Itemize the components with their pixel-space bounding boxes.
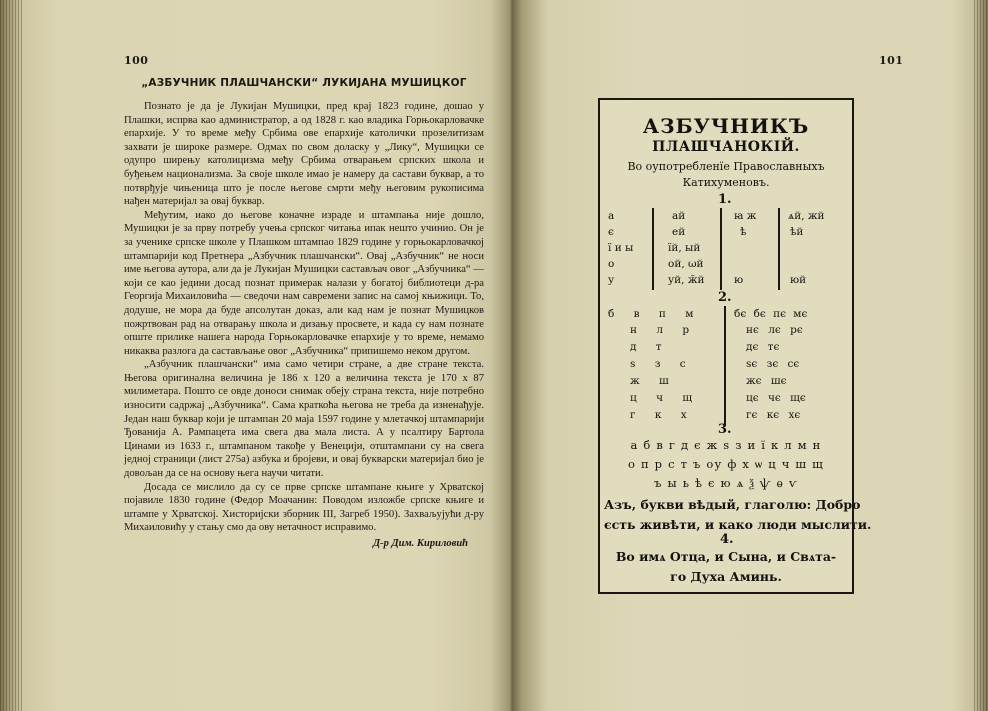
consonant-row: ц ч щ bbox=[630, 392, 701, 404]
syllable-cell: ей bbox=[672, 226, 686, 238]
reading-sentence: єсть живѣти, и како люди мыслити. bbox=[604, 517, 872, 532]
syllable-row: ѕє зє сє bbox=[746, 358, 800, 370]
consonant-row: ѕ з с bbox=[630, 358, 694, 370]
page-edges bbox=[0, 0, 22, 711]
facsimile-catechumens-line: Катихуменовъ. bbox=[682, 176, 770, 189]
syllable-cell: ой, ωй bbox=[668, 258, 704, 270]
syllable-row: дє тє bbox=[746, 341, 780, 353]
syllable-row: жє шє bbox=[746, 375, 787, 387]
syllable-cell: у bbox=[608, 274, 615, 286]
page-number-left: 100 bbox=[124, 54, 149, 67]
syllable-cell: ю bbox=[734, 274, 744, 286]
syllable-row: нє лє рє bbox=[746, 324, 803, 336]
syllable-cell: юй bbox=[790, 274, 807, 286]
syllable-cell: ї и ы bbox=[608, 242, 634, 254]
consonant-row: д т bbox=[630, 341, 670, 353]
article-body bbox=[124, 100, 484, 535]
syllable-cell: ꙗ ж bbox=[734, 210, 757, 222]
column-divider bbox=[652, 208, 654, 290]
paragraph: „Азбучник плашчански“ има само четири стране, а две стране текста. Његова оригинална величина је 186 х 120 а величина текста је 170 х 87 милиметара. Пошто се овде доноси снимак обеју страна текста, није потребно износити садржај „Азбучника“. Сама краткоћа његова не треба да изненађује. Један наш буквар који је штампан 20 маја 1597 године у млетачкој штампарији Ђованија А. Рампацета има свега два мала листа. А у псалтиру Бартола Цинами из 1633 г., штампаном такође у Венецији, отштампани су на свега једној страници (лист 275а) азбука и бројеви, и овај букварски материјал био је довољан да се на основу њега научи читати. bbox=[124, 359, 484, 480]
section-4-label: 4. bbox=[720, 532, 734, 547]
consonant-row: ж ш bbox=[630, 375, 677, 387]
column-divider bbox=[724, 306, 726, 426]
paragraph: Међутим, иако до његове коначне израде и штампања није дошло, Мушицки је за прву потребу учења српског читања ипак нешто учинио. Он је за ученике српске школе у Плашком штампао 1829 године у горњокарловачкој штампарији код Претнера „Азбучник плашчански“. Овај „Азбучник“ не носи име његова аутора, али да је Лукијан Мушицки састављач овог „Азбучника“ — који се као једини досад познат примерак налази у богатој библиотеци д-ра Георгија Михаиловића — сведочи нам савремени запис на самој књижици. То, додуше, не мора да буде апсолутан доказ, али кад нам је познат Мушицков пожртвован рад на отварању школа и дизању просвете, и када су нам познате опште прилике нашега народа Горњокарловачке епархије у то време, немамо никаква разлога да састављање овог „Азбучника“ припишемо неком другом. bbox=[124, 209, 484, 357]
syllable-row: бє бє пє мє bbox=[734, 308, 808, 320]
syllable-cell: ай bbox=[672, 210, 686, 222]
section-2-label: 2. bbox=[718, 290, 732, 305]
facsimile-use-line: Во оупотребленїе Православныхъ bbox=[627, 160, 825, 173]
facsimile-subtitle: ПЛАШЧАНОКІЙ. bbox=[652, 139, 800, 155]
syllable-row: гє кє хє bbox=[746, 409, 801, 421]
alphabet-row: а б в г д є ж ѕ з и ї к л м н bbox=[630, 438, 822, 452]
syllable-cell: уй, ӂй bbox=[668, 274, 705, 286]
syllable-cell: ѣй bbox=[790, 226, 804, 238]
article-title: „АЗБУЧНИК ПЛАШЧАНСКИ“ ЛУКИЈАНА МУШИЦКОГ bbox=[141, 77, 467, 89]
page-edges bbox=[974, 0, 988, 711]
invocation-line: Во имѧ Отца, и Сына, и Свѧта- bbox=[615, 549, 837, 564]
consonant-row: н л р bbox=[630, 324, 698, 336]
syllable-cell: а bbox=[608, 210, 615, 222]
syllable-cell: ѧй, жй bbox=[788, 210, 825, 222]
alphabet-row: о п р с т ъ оу ф х ѡ ц ч ш щ bbox=[627, 457, 825, 471]
section-3-label: 3. bbox=[718, 422, 732, 437]
section-1-label: 1. bbox=[718, 192, 732, 207]
paragraph: Познато је да је Лукијан Мушицки, пред крај 1823 године, дошао у Плашки, испрва као администратор, а од 1828 г. као владика Горњокарловачке епархије. У то време међу Србима ове епархије католички прозелитизам захвати је широке размере. Одмах по свом доласку у „Лику“, Мушицки се одупро ширењу католицизма међу Србима отварањем српских школа и буђењем национализма. За своје школе имао је намеру да састави буквар, а то потврђује чињеница што је после његове смрти међу његовим рукописима нађен материјал за овај буквар. bbox=[124, 101, 484, 208]
syllable-cell: о bbox=[608, 258, 615, 270]
column-divider bbox=[778, 208, 780, 290]
paragraph: Досада се мислило да су се прве српске штампане књиге у Хрватској појавиле 1830 године (Федор Моачанин: Поводом изложбе српске књиге и штампе у Хрватској. Хисторијски зборник III, Загреб 1950). Захваљујући д-ру Михаиловићу у стању смо да ову нетачност исправимо. bbox=[124, 481, 484, 534]
column-divider bbox=[720, 208, 722, 290]
author-signature: Д-р Дим. Кириловић bbox=[372, 538, 468, 549]
consonant-row: г к х bbox=[630, 409, 695, 421]
page-number-right: 101 bbox=[879, 54, 904, 67]
primer-facsimile bbox=[598, 98, 872, 594]
syllable-cell: є bbox=[608, 226, 614, 238]
syllable-cell: ѣ bbox=[740, 226, 747, 238]
facsimile-title: АЗБУЧНИКЪ bbox=[642, 114, 810, 138]
alphabet-row: ъ ы ь ѣ є ю ѧ ѯ ѱ ѳ ѵ bbox=[654, 476, 798, 490]
consonant-row: б в п м bbox=[608, 308, 702, 320]
reading-sentence: Азъ, букви вѣдый, глаголю: Добро bbox=[604, 497, 861, 512]
syllable-cell: їй, ый bbox=[668, 242, 701, 254]
invocation-line: го Духа Аминь. bbox=[670, 569, 782, 584]
syllable-row: цє чє щє bbox=[746, 392, 806, 404]
